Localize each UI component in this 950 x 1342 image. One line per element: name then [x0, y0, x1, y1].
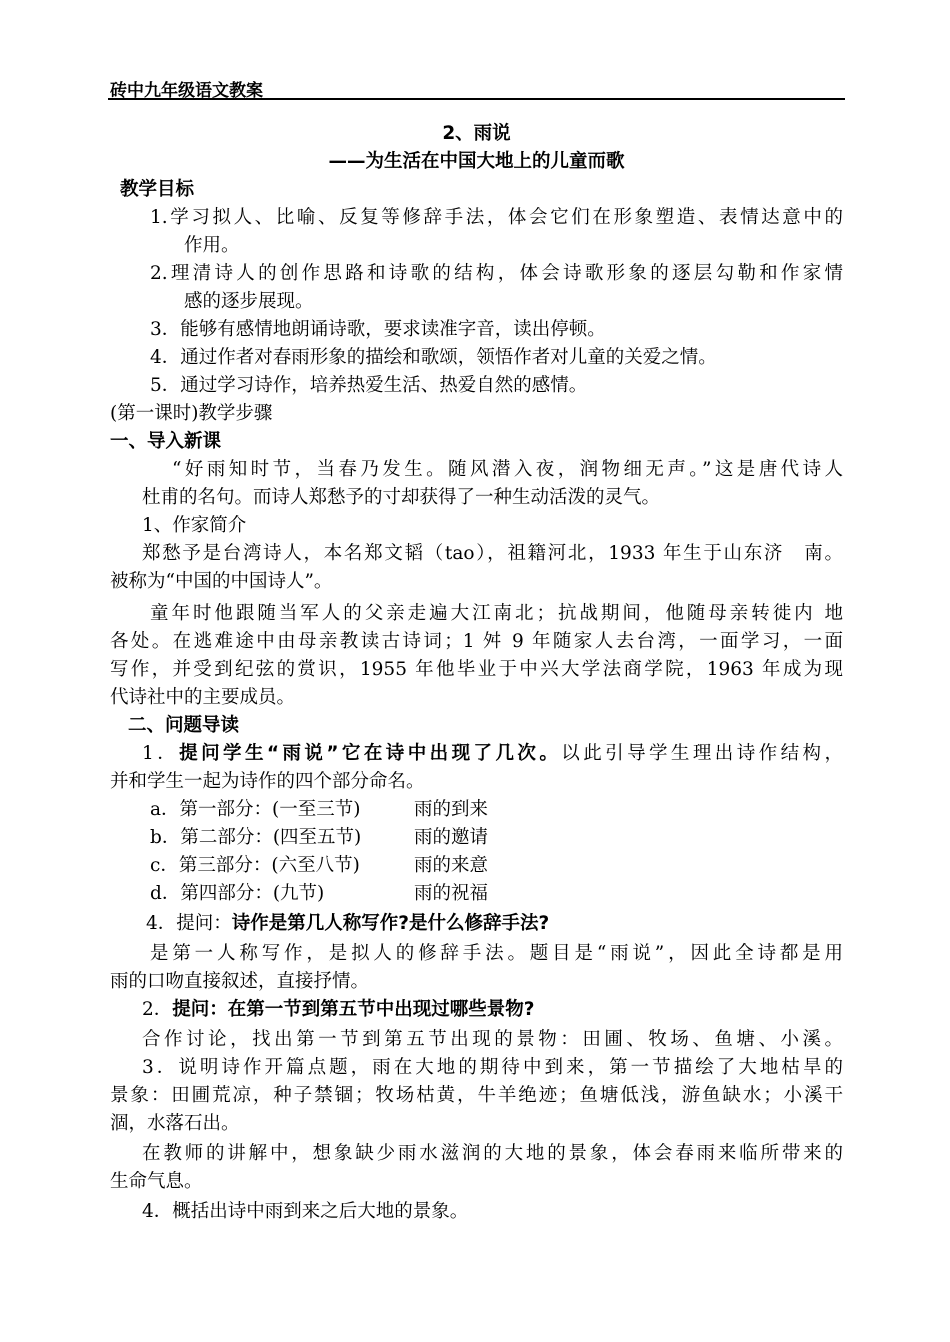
objective-4: 4．通过作者对春雨形象的描绘和歌颂，领悟作者对儿童的关爱之情。	[150, 347, 717, 368]
objective-2-line1: 2.理清诗人的创作思路和诗歌的结构，体会诗歌形象的逐层勾勒和作家情	[150, 263, 843, 284]
paragraph-4-line2: 生命气息。	[110, 1171, 203, 1192]
question-4-bold: 诗作是第几人称写作?是什么修辞手法?	[231, 913, 550, 934]
paragraph-4-line1: 在教师的讲解中，想象缺少雨水滋润的大地的景象，体会春雨来临所带来的	[142, 1143, 843, 1164]
objective-3: 3．能够有感情地朗诵诗歌，要求读准字音，读出停顿。	[150, 319, 606, 340]
part-b-name: 雨的邀请	[414, 827, 489, 848]
part-a-label: a．第一部分：(一至三节)	[150, 799, 361, 820]
question-4	[146, 910, 549, 938]
part-d-name: 雨的祝福	[414, 883, 489, 904]
steps-heading: (第一课时)教学步骤	[110, 403, 273, 424]
answer-4-line1: 是第一人称写作，是拟人的修辞手法。题目是“雨说”，因此全诗都是用	[150, 943, 843, 964]
question-1-line2: 并和学生一起为诗作的四个部分命名。	[110, 771, 425, 792]
section1-heading: 一、导入新课	[110, 431, 222, 452]
point-3-line2: 景象：田圃荒凉，种子禁锢；牧场枯黄，牛羊绝迹；鱼塘低浅，游鱼缺水；小溪干	[110, 1085, 843, 1106]
objective-1-line1: 1.学习拟人、比喻、反复等修辞手法，体会它们在形象塑造、表情达意中的	[150, 207, 843, 228]
document-header: 砖中九年级语文教案	[110, 81, 263, 101]
point-4-line1: 4．概括出诗中雨到来之后大地的景象。	[142, 1201, 469, 1222]
author-p1-line1: 郑愁予是台湾诗人，本名郑文韬（tao），祖籍河北，1933 年生于山东济 南。	[142, 543, 843, 564]
intro-line2: 杜甫的名句。而诗人郑愁予的寸却获得了一种生动活泼的灵气。	[142, 487, 661, 508]
question-2-prefix: 2．	[142, 999, 173, 1020]
lesson-subtitle: ——为生活在中国大地上的儿童而歌	[328, 151, 625, 172]
intro-line1: “好雨知时节，当春乃发生。随风潜入夜，润物细无声。”这是唐代诗人	[172, 459, 843, 480]
question-1-rest: 以此引导学生理出诗作结构，	[561, 743, 843, 764]
question-1-line1	[142, 740, 843, 768]
part-a-name: 雨的到来	[414, 799, 489, 820]
point-3-line1: 3．说明诗作开篇点题，雨在大地的期待中到来，第一节描绘了大地枯旱的	[142, 1057, 843, 1078]
author-heading: 1、作家简介	[142, 515, 247, 536]
author-p2-line4: 代诗社中的主要成员。	[110, 687, 296, 708]
part-d-label: d．第四部分：(九节)	[150, 883, 325, 904]
author-p2-line1: 童年时他跟随当军人的父亲走遍大江南北；抗战期间，他随母亲转徙内 地	[150, 603, 843, 624]
answer-2-line1: 合作讨论，找出第一节到第五节出现的景物：田圃、牧场、鱼塘、小溪。	[142, 1029, 843, 1050]
author-p2-line3: 写作，并受到纪弦的赏识，1955 年他毕业于中兴大学法商学院，1963 年成为现	[110, 659, 843, 680]
header-divider	[108, 98, 845, 100]
objective-5: 5．通过学习诗作，培养热爱生活、热爱自然的感情。	[150, 375, 588, 396]
question-1-number: 1．	[142, 743, 180, 764]
part-c-label: c．第三部分：(六至八节)	[150, 855, 360, 876]
part-b-label: b．第二部分：(四至五节)	[150, 827, 362, 848]
question-4-prefix: 4．提问：	[146, 913, 232, 934]
lesson-title: 2、雨说	[442, 123, 511, 144]
objective-2-line2: 感的逐步展现。	[184, 291, 314, 312]
question-2	[142, 996, 535, 1024]
objectives-heading: 教学目标	[120, 179, 195, 200]
question-2-bold: 提问：在第一节到第五节中出现过哪些景物?	[172, 999, 535, 1020]
answer-4-line2: 雨的口吻直接叙述，直接抒情。	[110, 971, 370, 992]
objective-1-line2: 作用。	[184, 235, 240, 256]
part-c-name: 雨的来意	[414, 855, 489, 876]
question-1-bold: 提问学生“雨说”它在诗中出现了几次。	[179, 743, 562, 764]
author-p1-line2: 被称为“中国的中国诗人”。	[110, 571, 333, 592]
point-3-line3: 涸，水落石出。	[110, 1113, 240, 1134]
author-p2-line2: 各处。在逃难途中由母亲教读古诗词；1 舛 9 年随家人去台湾，一面学习，一面	[110, 631, 843, 652]
section2-heading: 二、问题导读	[128, 715, 240, 736]
